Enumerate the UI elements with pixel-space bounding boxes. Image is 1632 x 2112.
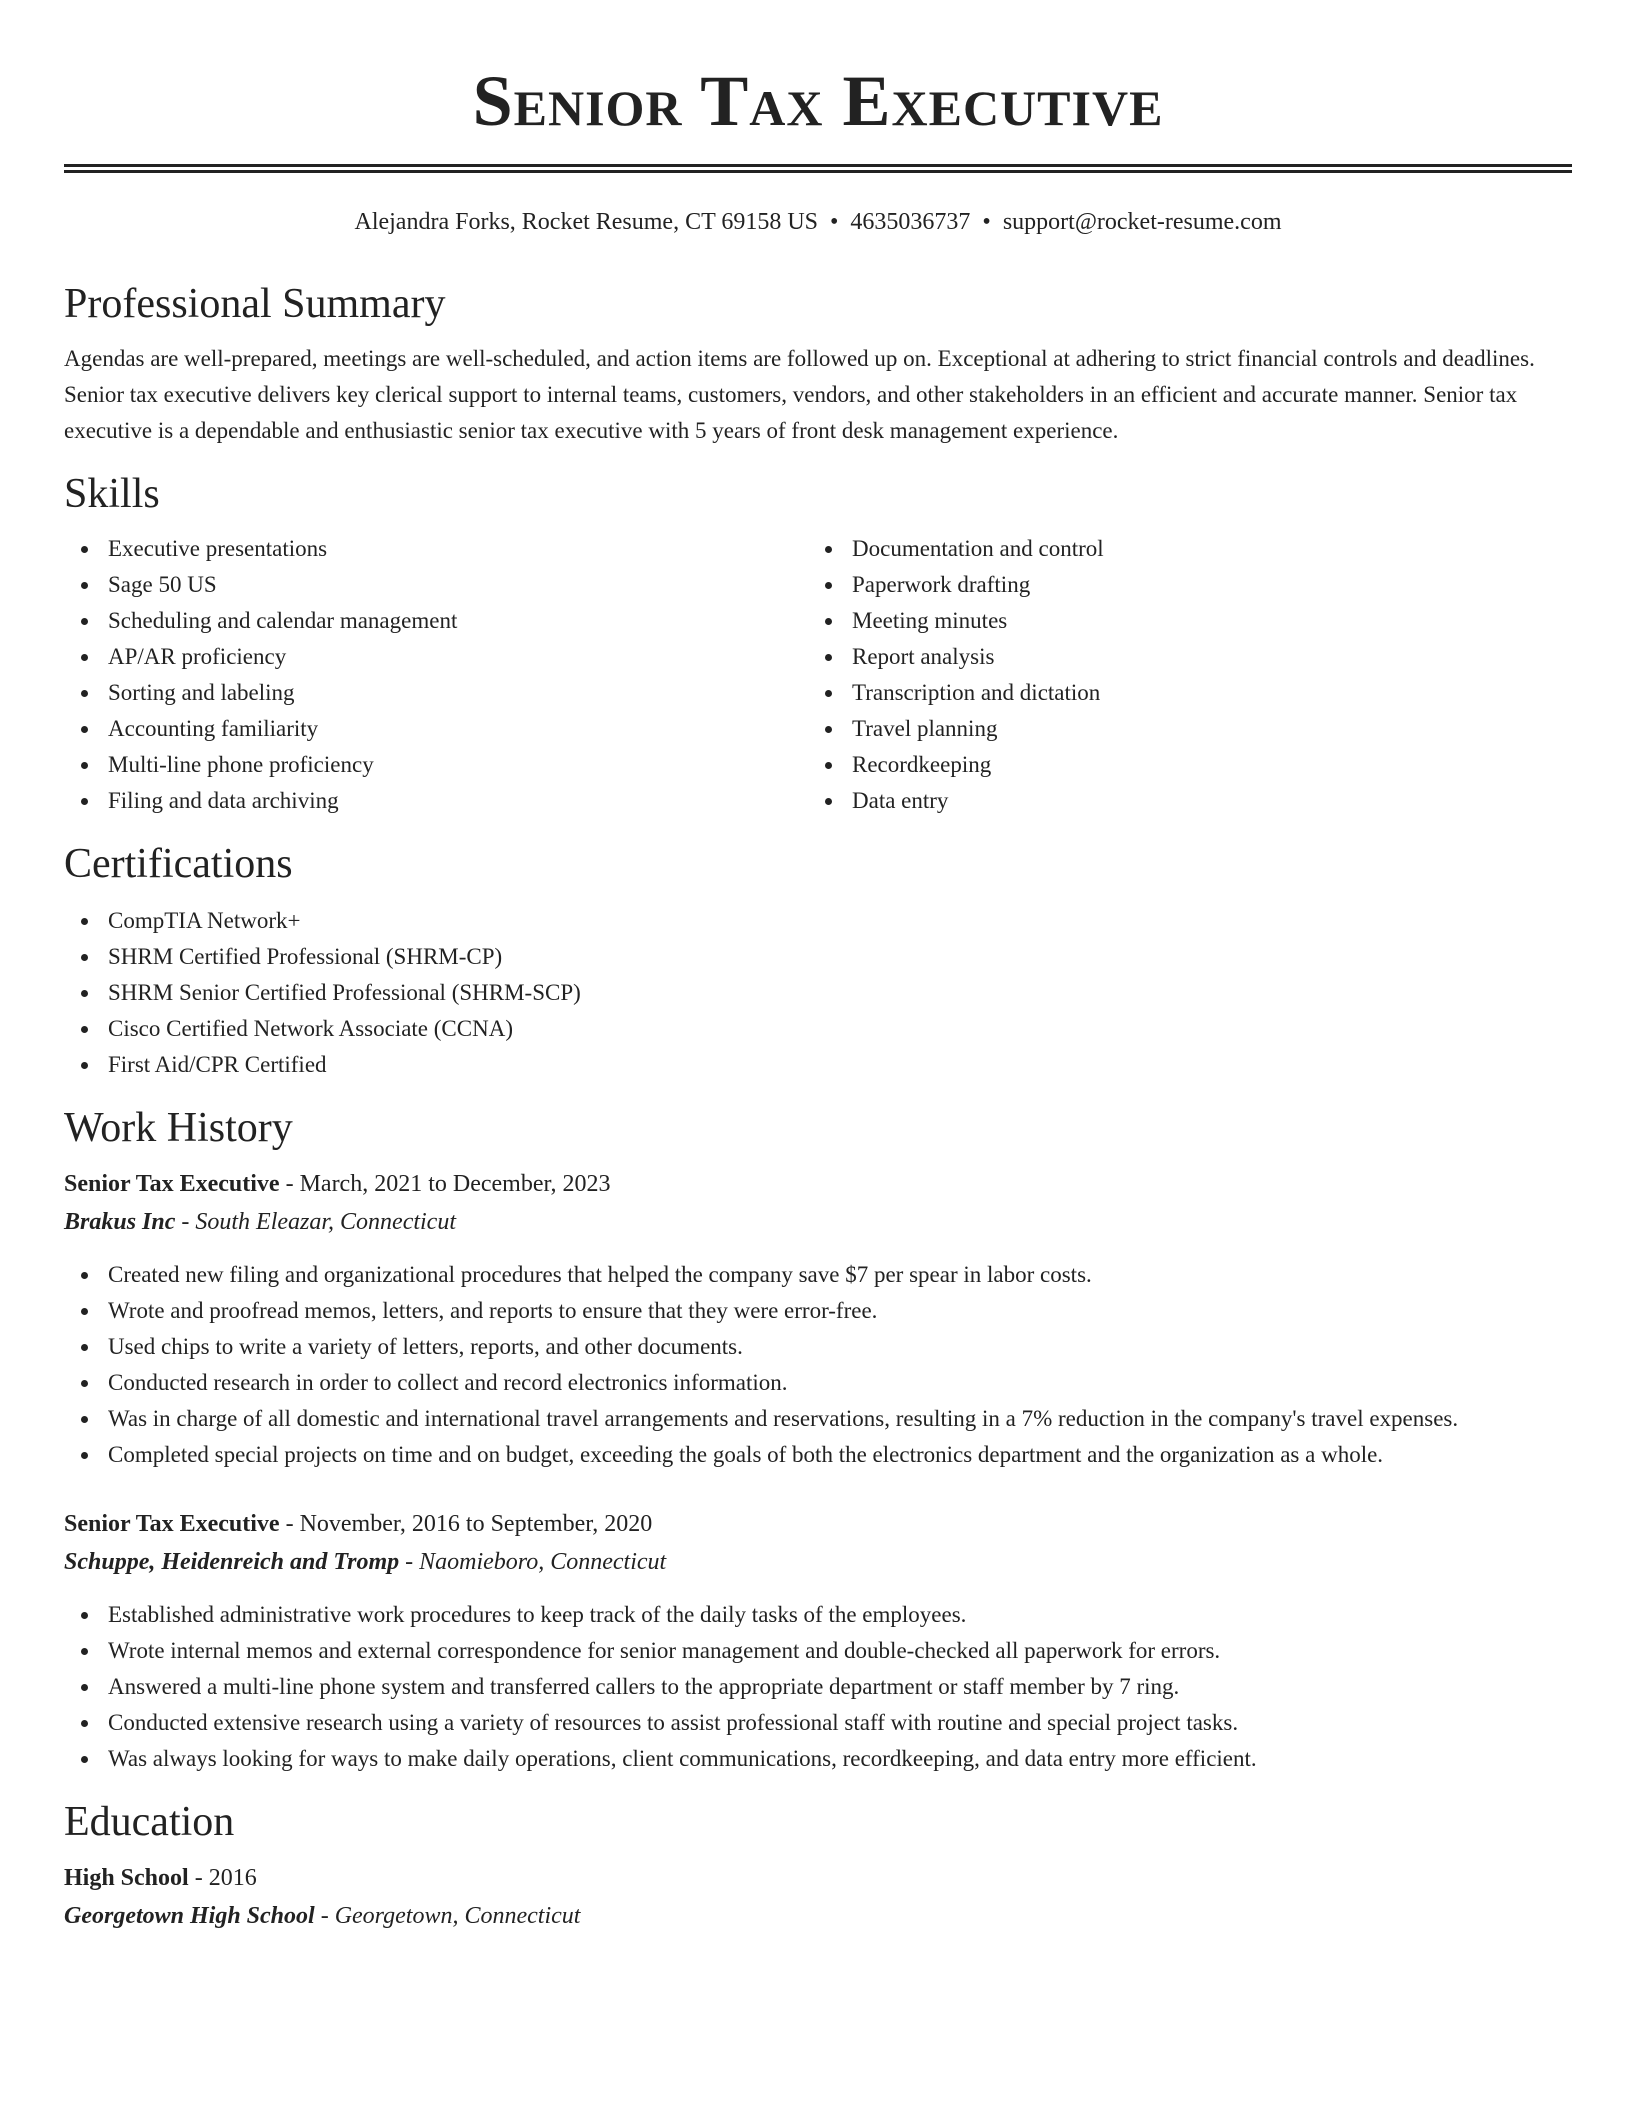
skill-item: Travel planning xyxy=(808,711,1552,747)
job-bullets xyxy=(64,1257,1572,1473)
contact-line xyxy=(64,207,1572,237)
job-bullet: Used chips to write a variety of letters, reports, and other documents. xyxy=(64,1329,1572,1365)
job-bullet: Was in charge of all domestic and international travel arrangements and reservations, resulting in a 7% reduction in the company's travel expenses. xyxy=(64,1401,1572,1437)
certifications-heading: Certifications xyxy=(64,841,293,887)
education-entry xyxy=(64,1859,1572,1935)
education-degree-line xyxy=(64,1859,1572,1897)
certification-item: Cisco Certified Network Associate (CCNA) xyxy=(64,1011,1572,1047)
summary-text: Agendas are well-prepared, meetings are well-scheduled, and action items are followed up on. Exceptional at adhering to strict financial controls and deadlines. Senior tax executive delivers key clerical support to internal teams, customers, vendors, and other stakeholders in an efficient and accurate manner. Senior tax executive is a dependable and enthusiastic senior tax executive with 5 years of front desk management experience. xyxy=(64,346,1535,443)
contact-phone: 4635036737 xyxy=(850,209,971,235)
skill-item: Meeting minutes xyxy=(808,603,1552,639)
contact-email[interactable]: support@rocket-resume.com xyxy=(1002,209,1282,235)
skill-item: Sorting and labeling xyxy=(64,675,808,711)
contact-address: Alejandra Forks, Rocket Resume, CT 69158 US xyxy=(354,209,818,235)
job-title-line xyxy=(64,1165,1572,1203)
job-location: - South Eleazar, Connecticut xyxy=(175,1209,457,1235)
skill-item: Executive presentations xyxy=(64,531,808,567)
education-location: - Georgetown, Connecticut xyxy=(314,1903,581,1929)
skill-item: AP/AR proficiency xyxy=(64,639,808,675)
job-company-line xyxy=(64,1543,1572,1581)
skill-item: Scheduling and calendar management xyxy=(64,603,808,639)
certifications-list xyxy=(64,903,1572,1083)
job-company: Schuppe, Heidenreich and Tromp xyxy=(64,1549,400,1575)
skills-column-left xyxy=(64,531,808,819)
skill-item: Multi-line phone proficiency xyxy=(64,747,808,783)
job-bullet: Conducted extensive research using a variety of resources to assist professional staff with routine and special project tasks. xyxy=(64,1705,1572,1741)
job-bullets xyxy=(64,1597,1572,1777)
skill-item: Report analysis xyxy=(808,639,1552,675)
skill-item: Filing and data archiving xyxy=(64,783,808,819)
certification-item: SHRM Senior Certified Professional (SHRM-SCP) xyxy=(64,975,1572,1011)
job-company-line xyxy=(64,1203,1572,1241)
education-heading: Education xyxy=(64,1799,235,1845)
skill-item: Accounting familiarity xyxy=(64,711,808,747)
education-school: Georgetown High School xyxy=(64,1903,315,1929)
certification-item: SHRM Certified Professional (SHRM-CP) xyxy=(64,939,1572,975)
education-degree: High School xyxy=(64,1865,189,1891)
skill-item: Data entry xyxy=(808,783,1552,819)
job-bullet: Answered a multi-line phone system and transferred callers to the appropriate department or staff member by 7 ring. xyxy=(64,1669,1572,1705)
skill-item: Recordkeeping xyxy=(808,747,1552,783)
job-bullet: Wrote and proofread memos, letters, and reports to ensure that they were error-free. xyxy=(64,1293,1572,1329)
certification-item: CompTIA Network+ xyxy=(64,903,1572,939)
resume-page xyxy=(64,0,1572,1935)
job-bullet: Was always looking for ways to make daily operations, client communications, recordkeeping, and data entry more efficient. xyxy=(64,1741,1572,1777)
skills-column-right xyxy=(808,531,1552,819)
skill-item: Transcription and dictation xyxy=(808,675,1552,711)
summary-heading: Professional Summary xyxy=(64,281,446,327)
skills-list xyxy=(64,531,1572,819)
skill-item: Sage 50 US xyxy=(64,567,808,603)
job-location: - Naomieboro, Connecticut xyxy=(399,1549,667,1575)
job-title-line xyxy=(64,1505,1572,1543)
title-divider xyxy=(64,164,1572,173)
job-bullet: Conducted research in order to collect and record electronics information. xyxy=(64,1365,1572,1401)
job-entry xyxy=(64,1505,1572,1777)
job-dates: - March, 2021 to December, 2023 xyxy=(279,1171,611,1197)
job-bullet: Created new filing and organizational procedures that helped the company save $7 per spear in labor costs. xyxy=(64,1257,1572,1293)
job-title: Senior Tax Executive xyxy=(64,1171,280,1197)
certification-item: First Aid/CPR Certified xyxy=(64,1047,1572,1083)
skill-item: Documentation and control xyxy=(808,531,1552,567)
job-bullet: Completed special projects on time and on budget, exceeding the goals of both the electronics department and the organization as a whole. xyxy=(64,1437,1572,1473)
work-history-heading: Work History xyxy=(64,1105,293,1151)
skill-item: Paperwork drafting xyxy=(808,567,1552,603)
job-company: Brakus Inc xyxy=(64,1209,176,1235)
resume-title: Senior Tax Executive xyxy=(472,61,1164,141)
job-title: Senior Tax Executive xyxy=(64,1511,280,1537)
contact-separator: • xyxy=(830,209,839,235)
education-school-line xyxy=(64,1897,1572,1935)
job-bullet: Wrote internal memos and external correspondence for senior management and double-checked all paperwork for errors. xyxy=(64,1633,1572,1669)
education-year: - 2016 xyxy=(188,1865,257,1891)
job-dates: - November, 2016 to September, 2020 xyxy=(279,1511,653,1537)
job-entry xyxy=(64,1165,1572,1473)
job-bullet: Established administrative work procedures to keep track of the daily tasks of the employees. xyxy=(64,1597,1572,1633)
contact-separator: • xyxy=(982,209,991,235)
skills-heading: Skills xyxy=(64,471,160,517)
